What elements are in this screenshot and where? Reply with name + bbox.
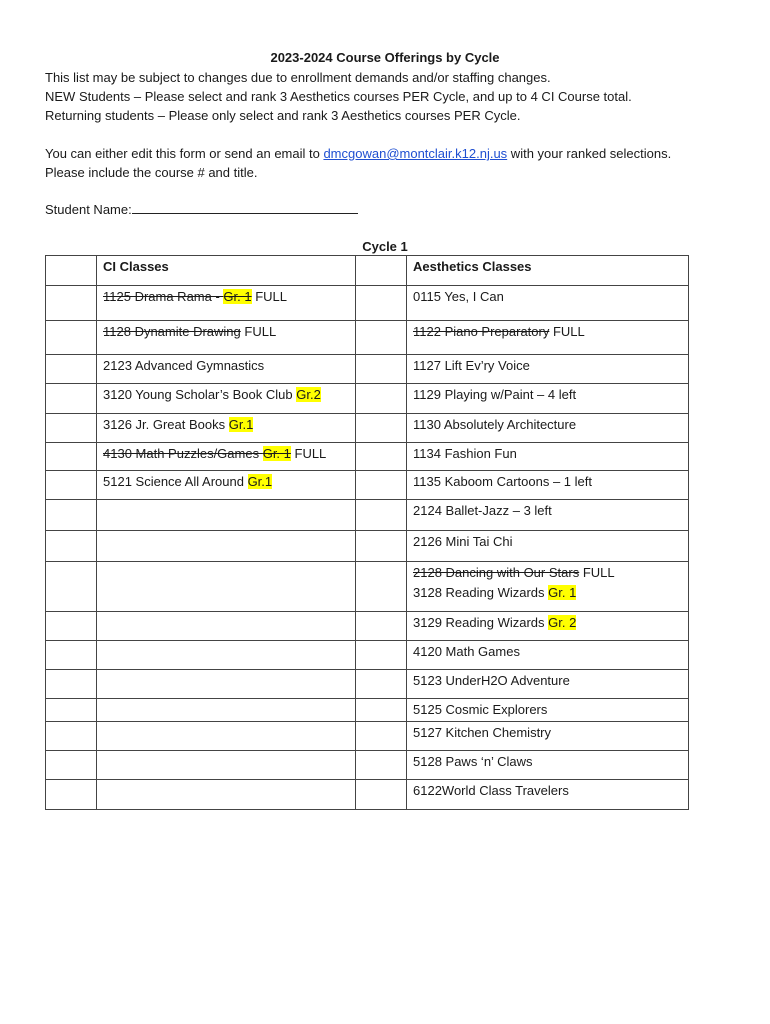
rank-cell[interactable] [46,612,97,641]
ci-course-cell [97,670,356,699]
aesthetics-course-label [413,751,682,770]
course-row [46,670,689,699]
contact-line [45,144,745,163]
ci-course-cell [97,443,356,471]
rank-cell[interactable] [46,699,97,722]
course-row [46,562,689,612]
text-segment: 0115 Yes, I Can [413,289,504,304]
intro-line: Returning students – Please only select and rank 3 Aesthetics courses PER Cycle. [45,108,521,123]
grade-highlight: Gr. 1 [262,446,291,461]
rank-cell[interactable] [356,562,407,612]
rank-cell[interactable] [356,321,407,355]
email-link[interactable]: dmcgowan@montclair.k12.nj.us [323,146,508,161]
text-segment: 6122World Class Travelers [413,783,569,798]
text-segment: 1127 Lift Ev’ry Voice [413,358,530,373]
aesthetics-course-label [413,612,682,631]
rank-cell[interactable] [356,471,407,500]
rank-cell[interactable] [46,471,97,500]
rank-cell[interactable] [46,531,97,562]
text-segment: 5127 Kitchen Chemistry [413,725,552,740]
ci-course-cell [97,321,356,355]
course-row [46,500,689,531]
contact-before: You can either edit this form or send an email to [45,146,324,161]
ci-course-cell [97,562,356,612]
text-segment: 2123 Advanced Gymnastics [103,358,265,373]
contact-text [45,144,745,182]
aesthetics-header: Aesthetics Classes [407,256,689,286]
aesthetics-course-label [413,443,682,462]
rank-cell[interactable] [46,751,97,780]
rank-cell[interactable] [46,384,97,414]
rank-cell[interactable] [46,722,97,751]
ci-course-label [103,321,349,340]
aesthetics-course-cell [407,531,689,562]
aesthetics-course-label [413,699,682,718]
aesthetics-course-cell [407,500,689,531]
rank-cell[interactable] [46,321,97,355]
rank-cell[interactable] [356,722,407,751]
ci-course-cell [97,699,356,722]
rank-cell[interactable] [46,443,97,471]
strikethrough-text: 1122 Piano Preparatory [413,324,550,339]
aesthetics-course-label [413,670,682,689]
ci-course-cell [97,384,356,414]
text-segment: FULL [240,324,277,339]
course-table [45,255,689,810]
grade-highlight: Gr. 1 [223,289,252,304]
ci-course-cell [97,641,356,670]
aesthetics-course-cell [407,443,689,471]
rank-cell[interactable] [356,355,407,384]
grade-highlight: Gr. 2 [548,615,577,630]
text-segment: 3126 Jr. Great Books [103,417,229,432]
aesthetics-course-cell [407,286,689,321]
ci-course-cell [97,500,356,531]
course-row [46,751,689,780]
rank-cell[interactable] [46,256,97,286]
rank-cell[interactable] [46,414,97,443]
rank-cell[interactable] [46,670,97,699]
ci-course-cell [97,286,356,321]
intro-text [45,68,745,125]
aesthetics-course-cell [407,321,689,355]
text-segment: 2126 Mini Tai Chi [413,534,513,549]
course-row [46,612,689,641]
aesthetics-course-cell [407,722,689,751]
course-row [46,641,689,670]
aesthetics-course-label [413,500,682,519]
aesthetics-course-label [413,780,682,799]
text-segment: 3128 Reading Wizards [413,585,549,600]
ci-header: CI Classes [97,256,356,286]
rank-cell[interactable] [356,414,407,443]
ci-course-label [103,286,349,305]
rank-cell[interactable] [356,256,407,286]
header-row [46,256,689,286]
rank-cell[interactable] [356,612,407,641]
ci-course-label [103,414,349,433]
aesthetics-course-cell [407,699,689,722]
rank-cell[interactable] [356,670,407,699]
student-name-label: Student Name: [45,202,132,217]
ci-course-cell [97,471,356,500]
rank-cell[interactable] [356,531,407,562]
aesthetics-course-cell [407,612,689,641]
student-name-field[interactable] [132,200,358,214]
ci-course-label [103,443,349,462]
aesthetics-course-cell [407,641,689,670]
aesthetics-course-label [413,471,682,490]
text-segment: 3120 Young Scholar’s Book Club [103,387,297,402]
course-row [46,286,689,321]
rank-cell[interactable] [46,780,97,810]
rank-cell[interactable] [356,751,407,780]
text-segment: 5125 Cosmic Explorers [413,702,548,717]
aesthetics-course-label [413,286,682,305]
aesthetics-course-cell [407,355,689,384]
ci-course-cell [97,751,356,780]
contact-line-2: Please include the course # and title. [45,165,258,180]
aesthetics-course-cell [407,471,689,500]
student-name-row [45,200,358,219]
grade-highlight: Gr. 1 [548,585,577,600]
aesthetics-course-cell [407,780,689,810]
course-row [46,414,689,443]
rank-cell[interactable] [356,384,407,414]
ci-course-cell [97,531,356,562]
text-segment: 1135 Kaboom Cartoons – 1 left [413,474,592,489]
grade-highlight: Gr.1 [228,417,254,432]
aesthetics-course-cell [407,414,689,443]
text-segment: 2124 Ballet-Jazz – 3 left [413,503,552,518]
aesthetics-course-cell [407,562,689,612]
ci-course-cell [97,722,356,751]
aesthetics-course-cell [407,670,689,699]
text-segment: 4120 Math Games [413,644,520,659]
strikethrough-text: 4130 Math Puzzles/Games [103,446,263,461]
aesthetics-course-label [413,722,682,741]
aesthetics-course-label [413,641,682,660]
course-row [46,471,689,500]
ci-course-cell [97,780,356,810]
aesthetics-course-label [413,562,682,581]
ci-course-label [103,471,349,490]
intro-line: NEW Students – Please select and rank 3 Aesthetics courses PER Cycle, and up to 4 CI Course total. [45,89,632,104]
text-segment: 1134 Fashion Fun [413,446,517,461]
text-segment: 1130 Absolutely Architecture [413,417,577,432]
ci-course-cell [97,355,356,384]
intro-line: This list may be subject to changes due to enrollment demands and/or staffing changes. [45,70,551,85]
rank-cell[interactable] [356,780,407,810]
text-segment: FULL [579,565,615,580]
strikethrough-text: 2128 Dancing with Our Stars [413,565,580,580]
aesthetics-course-label [413,321,682,340]
rank-cell[interactable] [356,500,407,531]
text-segment: FULL [549,324,585,339]
aesthetics-course-label [413,355,682,374]
rank-cell[interactable] [46,355,97,384]
text-segment: 5128 Paws ‘n’ Claws [413,754,533,769]
contact-after: with your ranked selections. [507,146,672,161]
strikethrough-text: 1125 Drama Rama - [103,289,224,304]
ci-course-label [103,384,349,403]
rank-cell[interactable] [356,699,407,722]
grade-highlight: Gr.2 [296,387,321,402]
course-row [46,384,689,414]
aesthetics-course-label [413,384,682,403]
rank-cell[interactable] [356,641,407,670]
ci-course-cell [97,612,356,641]
aesthetics-course-cell [407,384,689,414]
text-segment: 1129 Playing w/Paint – 4 left [413,387,577,402]
course-row [46,443,689,471]
aesthetics-course-label [413,581,682,601]
course-row [46,722,689,751]
course-row [46,780,689,810]
rank-cell[interactable] [356,443,407,471]
ci-course-label [103,355,349,374]
aesthetics-course-label [413,531,682,550]
course-row [46,531,689,562]
text-segment: 5121 Science All Around [103,474,248,489]
rank-cell[interactable] [46,562,97,612]
rank-cell[interactable] [356,286,407,321]
text-segment: 3129 Reading Wizards [413,615,549,630]
rank-cell[interactable] [46,641,97,670]
text-segment: FULL [290,446,327,461]
strikethrough-text: 1128 Dynamite Drawing [103,324,241,339]
course-table-body [46,256,689,810]
course-row [46,355,689,384]
course-row [46,321,689,355]
text-segment: FULL [251,289,288,304]
ci-course-cell [97,414,356,443]
aesthetics-course-label [413,414,682,433]
course-row [46,699,689,722]
text-segment: 5123 UnderH2O Adventure [413,673,570,688]
aesthetics-course-cell [407,751,689,780]
document-title: 2023-2024 Course Offerings by Cycle [270,50,500,65]
rank-cell[interactable] [46,286,97,321]
grade-highlight: Gr.1 [247,474,273,489]
rank-cell[interactable] [46,500,97,531]
cycle-label: Cycle 1 [362,239,408,254]
